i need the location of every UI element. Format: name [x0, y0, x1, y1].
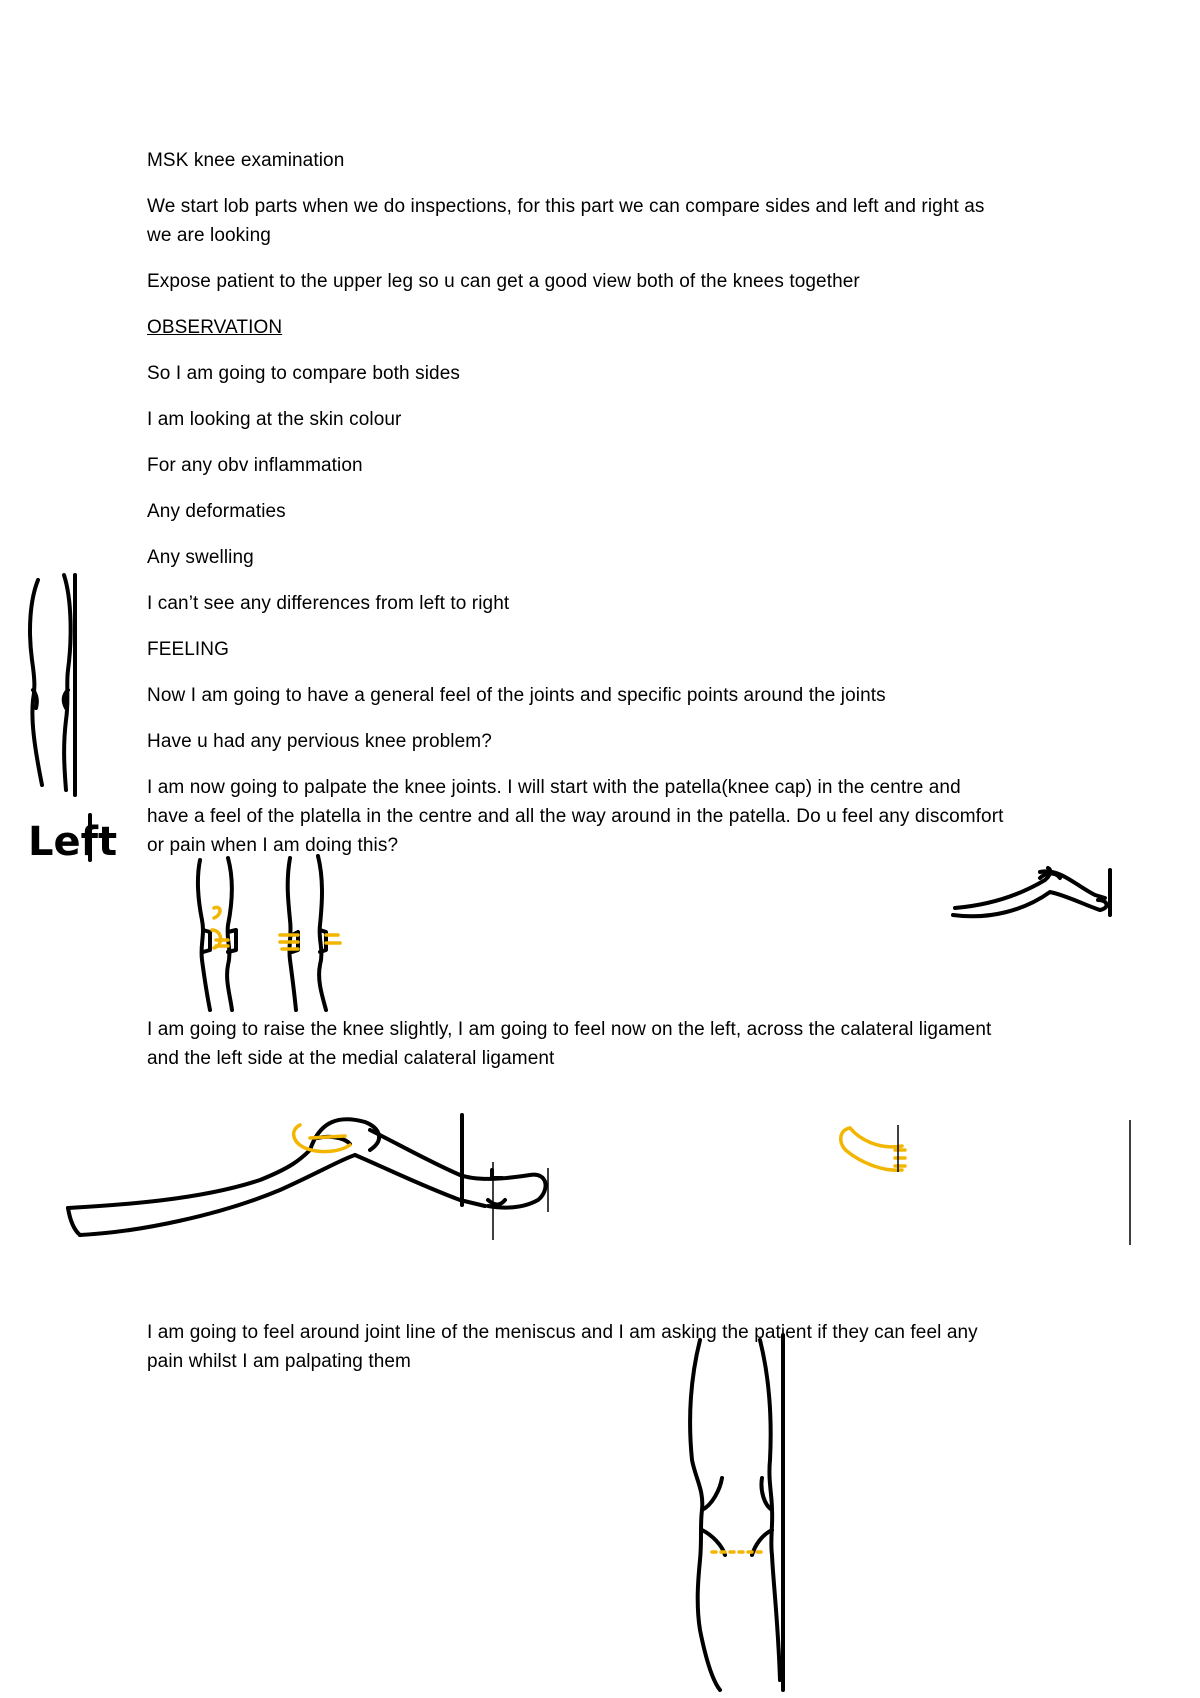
meniscus-line-2: pain whilst I am palpating them [147, 1351, 411, 1372]
left-leg-label: Left [28, 819, 118, 865]
intro-paragraph-line-1: We start lob parts when we do inspections, for this part we can compare sides and left and right as [147, 196, 985, 217]
observation-item: Any deformaties [147, 501, 286, 522]
observation-item: Any swelling [147, 547, 254, 568]
observation-item: I can’t see any differences from left to right [147, 593, 510, 614]
meniscus-leg-sketch [690, 1335, 783, 1690]
raise-knee-line-1: I am going to raise the knee slightly, I am going to feel now on the left, across the calateral ligament [147, 1019, 992, 1040]
palpate-line-2: have a feel of the platella in the centre and all the way around in the patella. Do u feel any discomfort [147, 806, 1004, 827]
bent-knee-small-sketch [953, 868, 1110, 916]
feeling-general: Now I am going to have a general feel of the joints and specific points around the joints [147, 685, 886, 706]
observation-item: I am looking at the skin colour [147, 409, 402, 430]
intro-paragraph-line-2: we are looking [147, 225, 271, 246]
palpate-line-3: or pain when I am doing this? [147, 835, 399, 856]
raised-knee-large-sketch [68, 1115, 548, 1240]
palpate-line-1: I am now going to palpate the knee joints. I will start with the patella(knee cap) in the centre and [147, 777, 961, 798]
meniscus-line-1: I am going to feel around joint line of the meniscus and I am asking the patient if they can feel any [147, 1322, 978, 1343]
document-title: MSK knee examination [147, 150, 345, 171]
observation-item: For any obv inflammation [147, 455, 363, 476]
feeling-heading: FEELING [147, 639, 229, 660]
observation-item: So I am going to compare both sides [147, 363, 460, 384]
observation-heading: OBSERVATION [147, 317, 283, 338]
raise-knee-line-2: and the left side at the medial calateral ligament [147, 1048, 555, 1069]
yellow-knee-detail-sketch [841, 1120, 1130, 1245]
expose-instruction: Expose patient to the upper leg so u can get a good view both of the knees together [147, 271, 860, 292]
front-knees-sketch [198, 856, 340, 1010]
feeling-question: Have u had any pervious knee problem? [147, 731, 492, 752]
standing-leg-sketch [28, 575, 117, 865]
